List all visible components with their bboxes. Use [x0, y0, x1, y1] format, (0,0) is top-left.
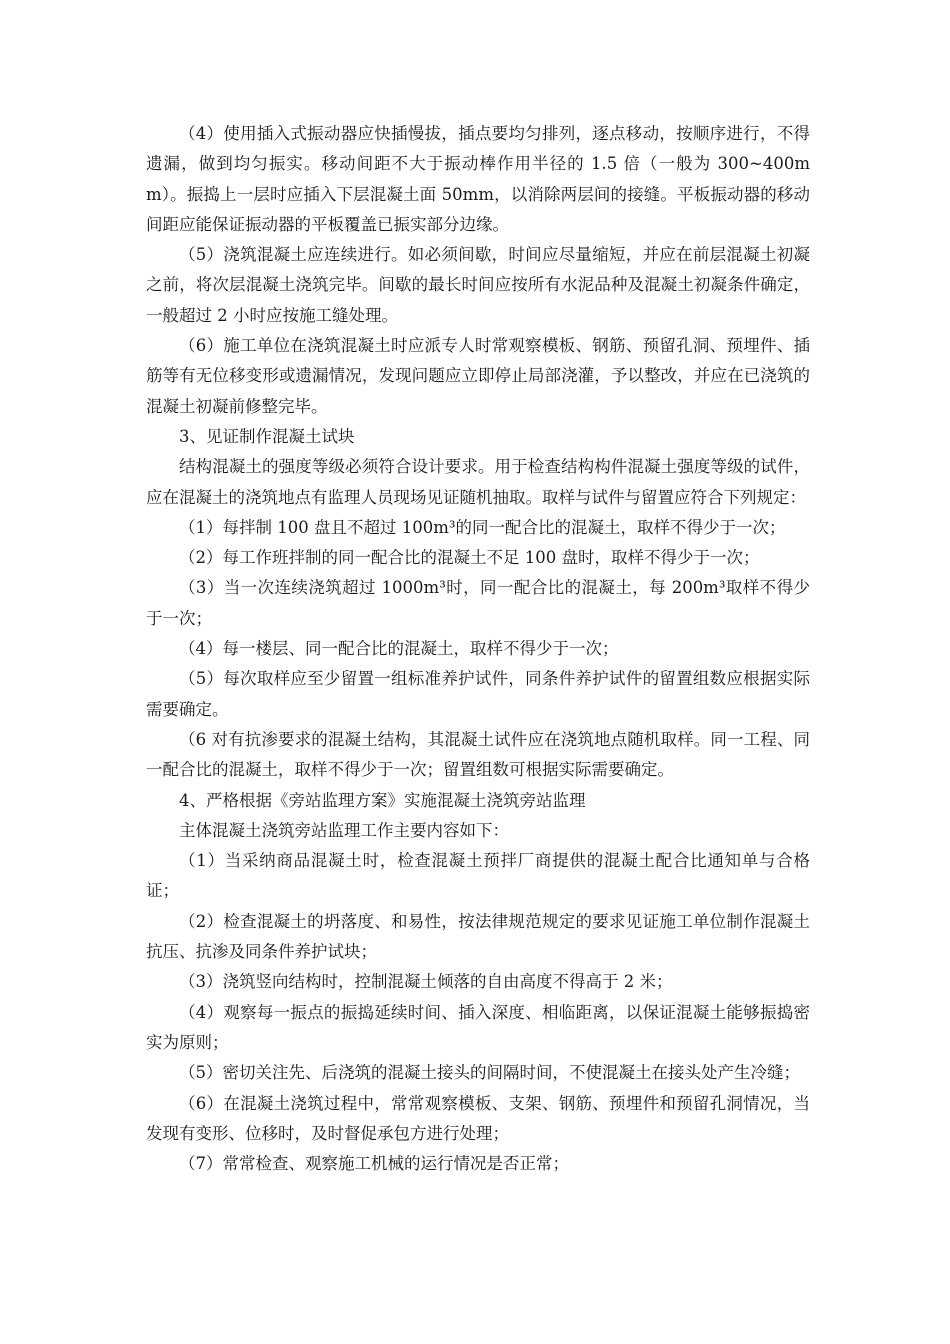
section-heading-supervision: 4、严格根据《旁站监理方案》实施混凝土浇筑旁站监理: [179, 790, 586, 810]
list-item-supervision-2: （2）检查混凝土的坍落度、和易性，按法律规范规定的要求见证施工单位制作混凝土抗压、抗渗及同条件养护试块；: [146, 911, 810, 962]
list-item-supervision-1: （1）当采纳商品混凝土时，检查混凝土预拌厂商提供的混凝土配合比通知单与合格证；: [146, 851, 810, 901]
section-heading-test-blocks: 3、见证制作混凝土试块: [179, 426, 355, 446]
list-item-supervision-4: （4）观察每一振点的振捣延续时间、插入深度、相临距离，以保证混凝土能够振捣密实为原则；: [146, 1002, 810, 1052]
list-item-sampling-6: （6 对有抗渗要求的混凝土结构，其混凝土试件应在浇筑地点随机取样。同一工程、同一配合比的混凝土，取样不得少于一次；留置组数可根据实际需要确定。: [146, 729, 810, 780]
list-item-sampling-1: （1）每拌制 100 盘且不超过 100m³的同一配合比的混凝土，取样不得少于一次；: [179, 517, 786, 537]
list-item-sampling-3: （3）当一次连续浇筑超过 1000m³时，同一配合比的混凝土，每 200m³取样不得少于一次；: [146, 578, 810, 628]
list-item-supervision-5: （5）密切关注先、后浇筑的混凝土接头的间隔时间，不使混凝土在接头处产生冷缝；: [179, 1063, 800, 1083]
list-item-supervision-7: （7）常常检查、观察施工机械的运行情况是否正常；: [179, 1154, 569, 1174]
list-item-supervision-3: （3）浇筑竖向结构时，控制混凝土倾落的自由高度不得高于 2 米；: [179, 972, 673, 992]
paragraph-supervision-intro: 主体混凝土浇筑旁站监理工作主要内容如下：: [179, 820, 509, 840]
paragraph-strength-requirement: 结构混凝土的强度等级必须符合设计要求。用于检查结构构件混凝土强度等级的试件，应在混凝土的浇筑地点有监理人员现场见证随机抽取。取样与试件与留置应符合下列规定：: [146, 457, 810, 507]
paragraph-observation: （6）施工单位在浇筑混凝土时应派专人时常观察模板、钢筋、预留孔洞、预埋件、插筋等有无位移变形或遗漏情况，发现问题应立即停止局部浇灌，予以整改，并应在已浇筑的混凝土初凝前修整完毕。: [146, 336, 810, 416]
list-item-sampling-5: （5）每次取样应至少留置一组标准养护试件，同条件养护试件的留置组数应根据实际需要确定。: [146, 669, 810, 719]
paragraph-vibrator-usage: （4）使用插入式振动器应快插慢拔，插点要均匀排列，逐点移动，按顺序进行，不得遗漏，做到均匀振实。移动间距不大于振动棒作用半径的 1.5 倍（一般为 300~400mm）。振捣上一层时应插入下层混凝土面 50mm，以消除两层间的接缝。平板振动器的移动间距应能保证振动器的平板覆盖已振实部分边缘。: [146, 124, 810, 234]
list-item-supervision-6: （6）在混凝土浇筑过程中，常常观察模板、支架、钢筋、预埋件和预留孔洞情况，当发现有变形、位移时，及时督促承包方进行处理；: [146, 1093, 810, 1143]
list-item-sampling-4: （4）每一楼层、同一配合比的混凝土，取样不得少于一次；: [179, 639, 619, 659]
paragraph-continuous-pouring: （5）浇筑混凝土应连续进行。如必须间歇，时间应尽量缩短，并应在前层混凝土初凝之前，将次层混凝土浇筑完毕。间歇的最长时间应按所有水泥品种及混凝土初凝条件确定，一般超过 2 小时应按施工缝处理。: [146, 245, 810, 325]
list-item-sampling-2: （2）每工作班拌制的同一配合比的混凝土不足 100 盘时，取样不得少于一次；: [179, 548, 760, 568]
document-body: [146, 119, 810, 1179]
